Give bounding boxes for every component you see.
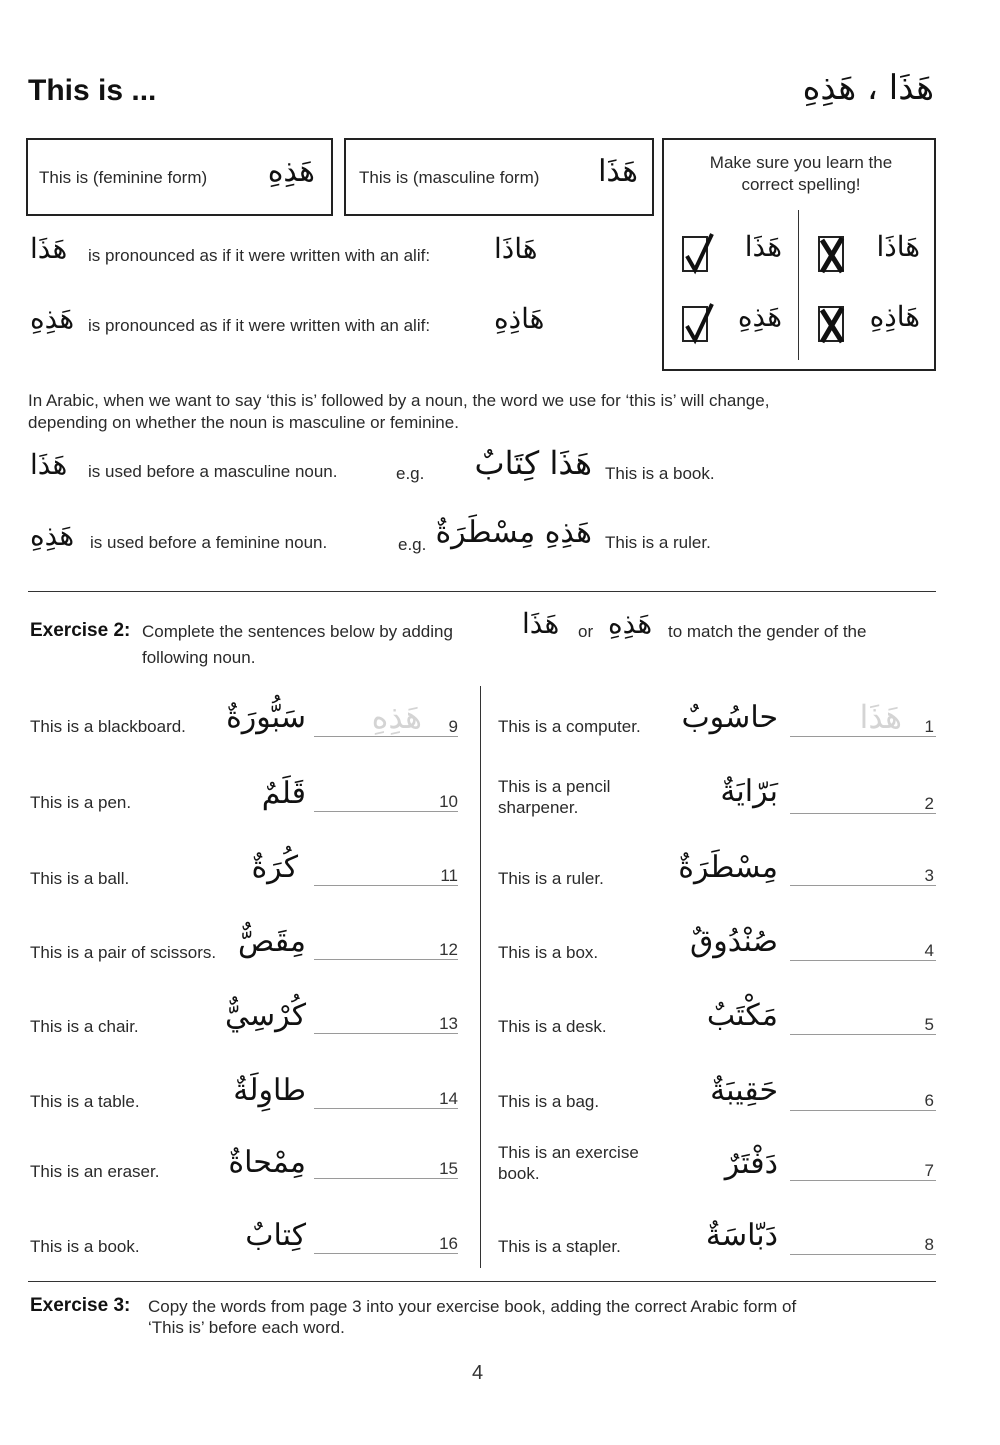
answer-line-2[interactable] (790, 813, 936, 814)
correct-checkbox-2 (682, 306, 708, 342)
exercise-item-10-ar: قَلَمٌ (261, 776, 306, 811)
pronunciation-text-1: is pronounced as if it were written with an alif: (88, 246, 431, 265)
exercise-item-3-en: This is a ruler. (498, 869, 604, 888)
exercise-item-7-en-line2: book. (498, 1164, 540, 1183)
exercise-item-11-number: 11 (440, 866, 458, 885)
exercise2-label: Exercise 2: (30, 620, 131, 641)
exercise-item-1-en: This is a computer. (498, 717, 641, 736)
exercise-item-14-en: This is a table. (30, 1092, 140, 1111)
exercise2-text-line2: following noun. (142, 648, 256, 667)
usage-example-en-2: This is a ruler. (605, 533, 711, 552)
pronunciation-alif-1: هَاذَا (494, 232, 538, 265)
usage-example-ar-2: هَذِهِ مِسْطَرَةٌ (435, 515, 592, 550)
exercise-item-15-number: 15 (439, 1159, 458, 1178)
usage-word-2: هَذِهِ (30, 519, 75, 552)
exercise-item-6-ar: حَقِيبَةٌ (710, 1073, 778, 1108)
usage-text-2: is used before a feminine noun. (90, 533, 328, 552)
exercise-item-2-en-line1: This is a pencil (498, 777, 611, 796)
answer-line-14[interactable] (314, 1108, 458, 1109)
masculine-form-label: This is (masculine form) (359, 168, 540, 187)
exercise-item-6-number: 6 (924, 1091, 934, 1110)
correct-checkbox-1 (682, 236, 708, 272)
exercise-item-1-answer: هَذَا (859, 698, 902, 736)
exercise2-or: or (578, 622, 594, 641)
exercise-item-4-number: 4 (924, 941, 934, 960)
exercise-item-8-en: This is a stapler. (498, 1237, 621, 1256)
exercise-item-16-number: 16 (439, 1234, 458, 1253)
answer-line-4[interactable] (790, 960, 936, 961)
checkmark-icon (682, 232, 716, 276)
arabic-title: هَذَا ، هَذِهِ (802, 68, 934, 108)
pronunciation-word-1: هَذَا (30, 232, 68, 265)
exercise-item-4-ar: صُنْدُوقٌ (689, 924, 778, 959)
exercise2-option2: هَذِهِ (608, 607, 653, 640)
exercise-item-1-ar: حاسُوبٌ (681, 700, 778, 735)
answer-line-15[interactable] (314, 1178, 458, 1179)
page-title: This is ... (28, 74, 157, 107)
exercise-item-9-ar: سَبُّورَةٌ (226, 700, 306, 735)
correct-spelling-2: هَذِهِ (737, 300, 782, 333)
section-divider-top (28, 591, 936, 592)
exercise-item-12-ar: مِقَصٌّ (238, 924, 306, 959)
exercise-item-7-en-line1: This is an exercise (498, 1143, 639, 1162)
masculine-form-arabic: هَذَا (598, 154, 638, 189)
exercise-item-7-number: 7 (924, 1161, 934, 1180)
cross-icon (818, 232, 848, 276)
usage-eg-2: e.g. (398, 535, 427, 554)
spelling-box (662, 138, 936, 371)
feminine-form-arabic: هَذِهِ (267, 154, 315, 189)
exercise2-option1: هَذَا (522, 607, 560, 640)
exercise-item-12-en: This is a pair of scissors. (30, 943, 217, 962)
exercise-item-14-ar: طاوِلَةٌ (233, 1073, 306, 1108)
explanation-line-1: In Arabic, when we want to say ‘this is’ followed by a noun, the word we use for ‘this is’ will change, (28, 391, 770, 410)
cross-icon (818, 302, 848, 346)
exercise-item-13-ar: كُرْسِيٌّ (225, 998, 306, 1033)
pronunciation-text-2: is pronounced as if it were written with an alif: (88, 316, 431, 335)
exercise-item-15-ar: مِمْحاةٌ (228, 1145, 306, 1180)
wrong-spelling-1: هَاذَا (876, 230, 920, 263)
usage-example-en-1: This is a book. (605, 464, 715, 483)
exercise3-label: Exercise 3: (30, 1295, 131, 1316)
spelling-divider (798, 210, 799, 360)
exercise-item-15-en: This is an eraser. (30, 1162, 160, 1181)
exercise-item-11-ar: كُرَةٌ (251, 850, 298, 885)
exercise-item-10-en: This is a pen. (30, 793, 132, 812)
answer-line-6[interactable] (790, 1110, 936, 1111)
pronunciation-word-2: هَذِهِ (30, 302, 75, 335)
answer-line-3[interactable] (790, 885, 936, 886)
exercise-item-9-number: 9 (448, 717, 458, 736)
answer-line-16[interactable] (314, 1253, 458, 1254)
exercise-item-3-number: 3 (924, 866, 934, 885)
exercise-item-8-ar: دَبّاسَةٌ (705, 1218, 778, 1253)
exercise-item-2-en-line2: sharpener. (498, 798, 579, 817)
exercise-item-13-en: This is a chair. (30, 1017, 139, 1036)
masculine-form-box (344, 138, 654, 216)
exercise-item-2-ar: بَرّايَةٌ (720, 774, 778, 809)
usage-eg-1: e.g. (396, 464, 425, 483)
answer-line-10[interactable] (314, 811, 458, 812)
exercise-item-5-en: This is a desk. (498, 1017, 607, 1036)
answer-line-1[interactable] (790, 736, 936, 737)
exercise3-line-2: ‘This is’ before each word. (148, 1318, 345, 1337)
correct-spelling-1: هَذَا (744, 230, 782, 263)
exercise-item-12-number: 12 (439, 940, 458, 959)
wrong-checkbox-2 (818, 306, 844, 342)
answer-line-13[interactable] (314, 1033, 458, 1034)
exercise-item-13-number: 13 (439, 1014, 458, 1033)
exercise-item-7-ar: دَفْتَرٌ (724, 1146, 778, 1181)
answer-line-7[interactable] (790, 1180, 936, 1181)
exercise-item-8-number: 8 (924, 1235, 934, 1254)
exercise2-text-before: Complete the sentences below by adding (142, 622, 453, 641)
pronunciation-alif-2: هَاذِهِ (494, 302, 545, 335)
answer-line-11[interactable] (314, 885, 458, 886)
exercise-item-5-number: 5 (924, 1015, 934, 1034)
usage-text-1: is used before a masculine noun. (88, 462, 338, 481)
wrong-spelling-2: هَاذِهِ (869, 300, 920, 333)
exercise3-line-1: Copy the words from page 3 into your exercise book, adding the correct Arabic form of (148, 1297, 797, 1316)
feminine-form-box (26, 138, 333, 216)
exercise-item-3-ar: مِسْطَرَةٌ (678, 850, 778, 885)
section-divider-bottom (28, 1281, 936, 1282)
wrong-checkbox-1 (818, 236, 844, 272)
checkmark-icon (682, 302, 716, 346)
exercise-item-2-number: 2 (924, 794, 934, 813)
exercise-item-16-en: This is a book. (30, 1237, 140, 1256)
answer-line-8[interactable] (790, 1254, 936, 1255)
exercise-item-14-number: 14 (439, 1089, 458, 1108)
answer-line-9[interactable] (314, 736, 458, 737)
column-divider (480, 686, 481, 1268)
exercise-item-6-en: This is a bag. (498, 1092, 600, 1111)
exercise2-text-after: to match the gender of the (668, 622, 867, 641)
exercise-item-5-ar: مَكْتَبٌ (706, 998, 778, 1033)
feminine-form-label: This is (feminine form) (39, 168, 208, 187)
explanation-line-2: depending on whether the noun is masculine or feminine. (28, 413, 459, 432)
usage-example-ar-1: هَذَا كِتَابٌ (474, 444, 592, 482)
answer-line-5[interactable] (790, 1034, 936, 1035)
exercise-item-4-en: This is a box. (498, 943, 599, 962)
exercise-item-10-number: 10 (439, 792, 458, 811)
exercise-item-9-en: This is a blackboard. (30, 717, 186, 736)
exercise-item-11-en: This is a ball. (30, 869, 130, 888)
exercise-item-16-ar: كِتابٌ (245, 1218, 306, 1253)
exercise-item-9-answer: هَذِهِ (371, 698, 422, 736)
exercise-item-1-number: 1 (924, 717, 934, 736)
page-number: 4 (472, 1362, 484, 1384)
usage-word-1: هَذَا (30, 448, 68, 481)
answer-line-12[interactable] (314, 959, 458, 960)
spelling-box-title: Make sure you learn the correct spelling! (709, 153, 893, 194)
